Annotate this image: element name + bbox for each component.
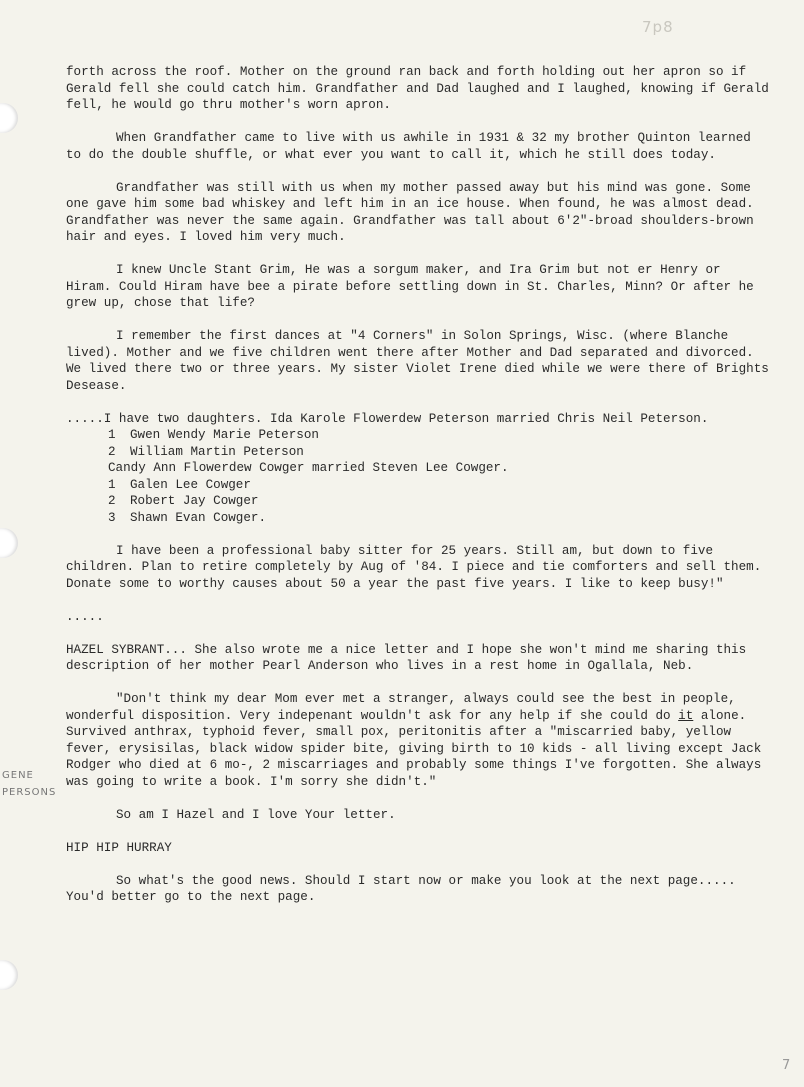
heading: HIP HIP HURRAY (66, 840, 172, 855)
list-item: 2 Robert Jay Cowger (108, 494, 259, 508)
paragraph: So am I Hazel and I love Your letter. (116, 807, 396, 822)
paragraph: I remember the first dances at "4 Corners" in Solon Springs, Wisc. (where Blanche lived). Mother and we five children went there after Mother and Dad separated and divorced. We lived there two or three years. My sister Violet Irene died while we were there of Brights Desease. (66, 329, 777, 393)
separator-dots: ..... (66, 609, 104, 624)
paragraph: So what's the good news. Should I start now or make you look at the next page..... You'd better go to the next page. (66, 873, 744, 904)
paragraph: When Grandfather came to live with us awhile in 1931 & 32 my brother Quinton learned to do the double shuffle, or what ever you want to call it, which he still does today. (66, 131, 759, 162)
punch-hole (0, 528, 18, 558)
paragraph: I have been a professional baby sitter for 25 years. Still am, but down to five children. Plan to retire completely by Aug of '84. I piece and tie comforters and sell them. Donate some to worthy causes about 50 a year the past five years. I like to keep busy!" (66, 543, 769, 591)
paragraph: I knew Uncle Stant Grim, He was a sorgum maker, and Ira Grim but not er Henry or Hiram. Could Hiram have bee a pirate before settling down in St. Charles, Minn? Or after he grew up, chose that life? (66, 263, 762, 310)
list-item: 1 Gwen Wendy Marie Peterson (108, 428, 319, 442)
margin-note-line: PERSONS (2, 787, 57, 798)
list-item: Candy Ann Flowerdew Cowger married Steven Lee Cowger. (108, 461, 509, 475)
page-number: 7 (782, 1058, 791, 1073)
list-item: 1 Galen Lee Cowger (108, 477, 251, 492)
list-item: 2 William Martin Peterson (108, 444, 304, 459)
punch-hole (0, 103, 18, 133)
handwritten-top-mark: 7p8 (642, 18, 674, 36)
body-text (66, 64, 777, 922)
quote-paragraph: "Don't think my dear Mom ever met a stranger, always could see the best in people, wonderful disposition. Very indepenant wouldn't ask for any help if she could do it alone. Survived anthrax, typhoid fever, small pox, peritonitis after a "miscarried baby, yellow fever, erysisilas, black widow spider bite, giving birth to 10 kids - all living except Jack Rodger who died at 6 mo-, 2 miscarriages and probably some things I've forgotten. She always was going to write a book. I'm sorry she didn't." (66, 692, 769, 789)
punch-hole (0, 960, 18, 990)
margin-note-line: GENE (2, 770, 34, 781)
children-list (66, 427, 772, 526)
paragraph: HAZEL SYBRANT... She also wrote me a nice letter and I hope she won't mind me sharing this description of her mother Pearl Anderson who lives in a rest home in Ogallala, Neb. (66, 642, 754, 673)
list-item: 3 Shawn Evan Cowger. (108, 510, 267, 525)
margin-note (2, 767, 56, 801)
paragraph: Grandfather was still with us when my mother passed away but his mind was gone. Some one gave him some bad whiskey and left him in an ice house. When found, he was almost dead. Grandfather was never the same again. Grandfather was tall about 6'2"-broad shoulders-brown hair and eyes. I loved him very much. (66, 180, 762, 244)
paragraph: forth across the roof. Mother on the ground ran back and forth holding out her apron so if Gerald fell she could catch him. Grandfather and Dad laughed and I laughed, knowing if Gerald fell, he would go thru mother's worn apron. (66, 65, 777, 112)
paragraph: .....I have two daughters. Ida Karole Flowerdew Peterson married Chris Neil Peterson. (66, 411, 709, 426)
